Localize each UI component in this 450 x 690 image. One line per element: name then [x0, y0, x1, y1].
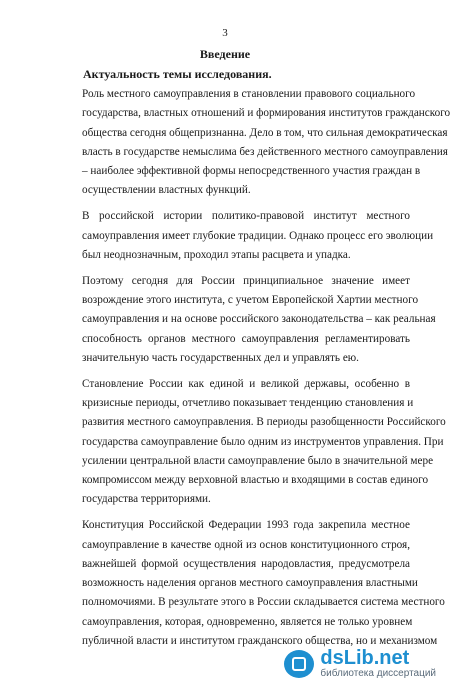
body-text — [56, 85, 450, 658]
text-line: государства территориями. — [82, 493, 211, 506]
text-line: Конституция Российской Федерации 1993 года закрепила местное — [82, 519, 410, 532]
watermark-subtitle: библиотека диссертаций — [320, 668, 436, 679]
paragraph — [56, 375, 446, 510]
text-line: возрождение этого института, с учетом Европейской Хартии местного — [82, 293, 419, 306]
paragraph — [56, 272, 436, 368]
text-line: самоуправления имеет глубокие традиции. Однако процесс его эволюции — [82, 229, 434, 242]
text-line: – наиболее эффективной формы непосредственного участия граждан в — [82, 165, 421, 178]
text-line: компромиссом между верховной властью и входящими в состав единого — [82, 474, 429, 487]
text-line: способность органов местного самоуправления регламентировать — [82, 332, 410, 345]
text-line: развития местного самоуправления. В периоды разобщенности Российского — [82, 416, 446, 429]
text-line: усилении центральной власти самоуправление было в значительной мере — [82, 454, 434, 467]
page-number: 3 — [222, 27, 228, 39]
text-line: власть в государстве немыслима без действенного местного самоуправления — [82, 145, 448, 158]
text-line: общества сегодня общепризнанна. Дело в том, что сильная демократическая — [82, 126, 448, 139]
text-line: Поэтому сегодня для России принципиальное значение имеет — [82, 274, 410, 287]
text-line: значительную часть государственных дел и управлять ею. — [82, 351, 359, 364]
text-line: Становление России как единой и великой державы, особенно в — [82, 377, 410, 390]
text-line: Роль местного самоуправления в становлении правового социального — [82, 88, 416, 100]
section-subheading: Актуальность темы исследования. — [83, 67, 272, 81]
text-line: государства, властных отношений и формирования институтов гражданского — [82, 107, 450, 120]
text-line: публичной власти и институтом гражданского общества, но и механизмом — [82, 635, 438, 648]
text-line: полномочиями. В результате этого в России складывается система местного — [82, 596, 445, 609]
watermark-brand: dsLib.net — [320, 647, 410, 669]
text-line: важнейшей формой осуществления народовластия, предусмотрела — [82, 557, 410, 570]
text-line: был неоднозначным, проходил этапы расцвета и упадка. — [82, 248, 351, 261]
paragraph — [56, 516, 445, 651]
text-line: В российской истории политико-правовой институт местного — [82, 210, 410, 223]
text-line: самоуправления, которая, одновременно, является не только уровнем — [82, 615, 413, 628]
text-line: кризисные периоды, отчетливо показывает тенденцию становления и — [82, 396, 414, 409]
section-heading: Введение — [199, 47, 251, 61]
book-icon — [284, 650, 314, 678]
text-line: государства самоуправление было одним из инструментов управления. При — [82, 435, 444, 448]
text-line: осуществлении властных функций. — [82, 184, 251, 197]
paragraph — [56, 85, 450, 201]
watermark[interactable] — [284, 648, 436, 680]
text-line: возможность наделения органов местного самоуправления властными — [82, 577, 418, 590]
text-line: самоуправление в качестве одной из основ конституционного строя, — [82, 538, 410, 551]
text-line: самоуправления и на основе российского законодательства – как реальная — [82, 313, 436, 326]
paragraph — [56, 207, 434, 265]
